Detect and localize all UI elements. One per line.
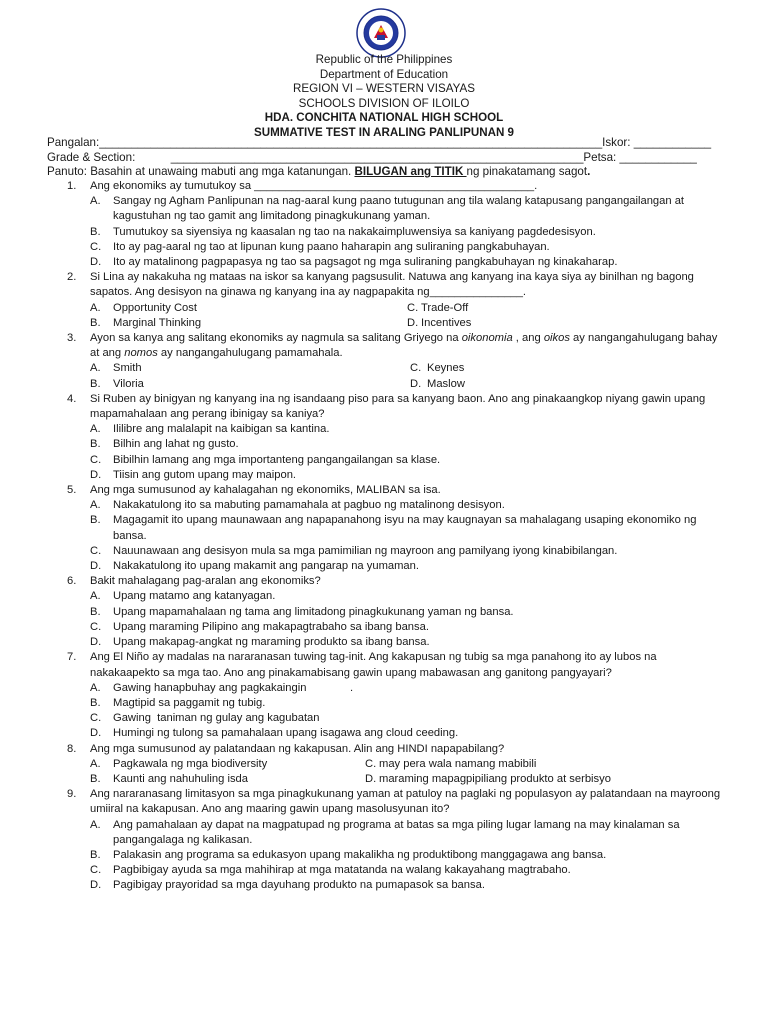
choice-letter[interactable]: C. (90, 453, 102, 466)
choice-item[interactable] (90, 513, 722, 543)
choice-letter[interactable]: C. (365, 757, 377, 770)
choice-text: Pagbibigay ayuda sa mga mahihirap at mga matatanda na walang kakayahang magtrabaho. (113, 864, 571, 877)
choice-row (90, 316, 722, 331)
department-line: Department of Education (319, 67, 449, 81)
question-number: 1. (67, 180, 77, 192)
choice-text: may pera wala namang mabibili (379, 757, 537, 770)
choice-item[interactable] (90, 422, 722, 437)
deped-seal-icon (356, 8, 406, 58)
question-item (47, 650, 722, 741)
choice-item[interactable] (90, 301, 407, 316)
choice-item[interactable] (90, 772, 365, 787)
choice-text: Upang maraming Pilipino ang makapagtrabaho sa ibang bansa. (113, 620, 429, 633)
question-number: 7. (67, 651, 77, 664)
choice-text: Gawing hanapbuhay ang pagkakaingin . (113, 681, 354, 694)
choice-item[interactable] (365, 772, 611, 787)
choice-letter[interactable]: D. (90, 636, 102, 649)
question-text (90, 331, 722, 361)
choice-item[interactable] (90, 696, 722, 711)
question-text: Si Lina ay nakakuha ng mataas na iskor sa kanyang pagsusulit. Natuwa ang kanyang ina kaya siya ay binilhan ng bagong sapatos. Ang desisyon na ginawa ng kanyang ina ay nagpapakita ng_______________. (90, 271, 694, 299)
choice-text: Incentives (421, 316, 472, 329)
question-number: 5. (67, 484, 77, 497)
choice-letter[interactable]: D. (410, 377, 422, 390)
question-text-part: , ang (512, 332, 544, 345)
question-item (47, 392, 722, 483)
choice-letter[interactable]: A. (90, 590, 101, 603)
choice-item[interactable] (90, 559, 722, 574)
choice-row (90, 757, 722, 772)
choice-letter[interactable]: D. (90, 468, 102, 481)
choice-text: Palakasin ang programa sa edukasyon upang makalikha ng produktibong manggagawa ang bansa. (113, 848, 607, 861)
choice-text: Gawing taniman ng gulay ang kagubatan (113, 712, 320, 725)
choice-text: Opportunity Cost (113, 301, 197, 314)
choice-text: Magagamit ito upang maunawaan ang napapanahong isyu na may kaugnayan sa mahalagang usaping ekonomiko ng bansa. (113, 514, 697, 542)
question-number: 2. (67, 271, 77, 284)
republic-line: Republic of the Philippines (315, 53, 453, 66)
choice-item[interactable] (90, 605, 722, 620)
choice-letter[interactable]: B. (90, 316, 101, 329)
question-item (47, 483, 722, 574)
choice-letter[interactable]: D. (90, 256, 102, 269)
choice-text: Upang makapag-angkat ng maraming produkto sa ibang bansa. (113, 636, 430, 649)
choice-item[interactable] (90, 863, 722, 878)
choice-letter[interactable]: C. (407, 301, 419, 314)
choice-item[interactable] (90, 225, 722, 240)
directions-prefix: Panuto: Basahin at unawaing mabuti ang mga katanungan. (47, 165, 355, 178)
document-header (0, 53, 768, 140)
choice-letter[interactable]: B. (90, 438, 101, 451)
choice-letter[interactable]: C. (90, 240, 102, 253)
choice-item[interactable] (90, 437, 722, 452)
choice-item[interactable] (90, 361, 410, 376)
choice-letter[interactable]: A. (90, 362, 101, 375)
choice-item[interactable] (90, 589, 722, 604)
choice-list (90, 681, 722, 742)
choice-text: Ito ay matalinong pagpapasya ng tao sa pagsagot ng mga suliraning pangkabuhayan ng kinakaharap. (113, 256, 618, 269)
choice-letter[interactable]: C. (90, 712, 102, 725)
choice-row (90, 361, 722, 376)
name-score-field[interactable]: Pangalan:______________________________________________________________________________Iskor: ____________ (47, 136, 712, 149)
choice-letter[interactable]: D. (90, 879, 102, 892)
choice-item[interactable] (90, 878, 722, 893)
directions-emphasis: BILUGAN ang TITIK (354, 165, 467, 178)
choice-letter[interactable]: A. (90, 499, 101, 512)
choice-letter[interactable]: D. (407, 316, 419, 329)
choice-item[interactable] (90, 726, 722, 741)
choice-item[interactable] (90, 316, 407, 331)
greek-term: oikonomia (461, 332, 513, 345)
question-number: 8. (67, 742, 77, 755)
directions-end: . (587, 165, 591, 178)
choice-letter[interactable]: C. (90, 620, 102, 633)
choice-text: Nauunawaan ang desisyon mula sa mga pamimilian ng mayroon ang pamilyang iyong kinabibilangan. (113, 544, 618, 557)
student-fields (47, 136, 727, 165)
choice-letter[interactable]: C. (90, 864, 102, 877)
choice-text: Magtipid sa paggamit ng tubig. (113, 696, 266, 709)
choice-item[interactable] (90, 818, 722, 848)
choice-letter[interactable]: B. (90, 225, 101, 238)
choice-text: Ang pamahalaan ay dapat na magpatupad ng programa at batas sa mga piling lugar lamang na may kinalaman sa pangangalaga ng kalikasan. (113, 818, 680, 846)
choice-letter[interactable]: A. (90, 195, 101, 208)
question-text: Ang El Niño ay madalas na nararanasan tuwing tag-init. Ang kakapusan ng tubig sa mga panahong ito ay lubos na nakakaapekto sa mga tao. Ano ang pinakamabisang gawin upang mabawasan ang ganitong pangyayari? (90, 651, 657, 679)
choice-text: Viloria (113, 377, 144, 390)
division-line: SCHOOLS DIVISION OF ILOILO (298, 96, 470, 110)
choice-text: Bilhin ang lahat ng gusto. (113, 438, 239, 451)
choice-text: Trade-Off (421, 301, 469, 314)
choice-letter[interactable]: A. (90, 681, 101, 694)
choice-item[interactable] (90, 255, 722, 270)
question-item (47, 270, 722, 331)
question-number: 6. (67, 575, 77, 588)
choice-row (90, 301, 722, 316)
greek-term: nomos (124, 347, 158, 360)
choice-item[interactable] (90, 377, 410, 392)
choice-text: Nakakatulong ito sa mabuting pamamahala at pagbuo ng matalinong desisyon. (113, 499, 505, 512)
choice-text: Ililibre ang malalapit na kaibigan sa kantina. (113, 423, 330, 436)
choice-list (90, 818, 722, 894)
choice-text: Ito ay pag-aaral ng tao at lipunan kung paano haharapin ang suliraning pangkabuhayan. (113, 240, 550, 253)
choice-item[interactable] (90, 468, 722, 483)
choice-letter[interactable]: A. (90, 818, 101, 831)
question-item (47, 574, 722, 650)
question-text-part: ay nangangahulugang bahay at ang (90, 332, 718, 360)
choice-item[interactable] (407, 316, 471, 331)
region-line: REGION VI – WESTERN VISAYAS (293, 82, 475, 95)
choice-letter[interactable]: B. (90, 696, 101, 709)
choice-text: Keynes (427, 362, 465, 375)
choice-letter[interactable]: C. (90, 544, 102, 557)
directions-suffix: ng pinakatamang sagot (466, 165, 588, 178)
choice-letter[interactable]: B. (90, 772, 101, 785)
section-date-field[interactable]: Grade & Section: ________________________________________________________________Petsa: ____________ (47, 150, 697, 164)
choice-item[interactable] (90, 635, 722, 650)
choice-item[interactable] (90, 498, 722, 513)
choice-row (90, 772, 722, 787)
choice-item[interactable] (410, 377, 465, 392)
choice-letter[interactable]: D. (90, 727, 102, 740)
choice-item[interactable] (90, 240, 722, 255)
question-number: 3. (67, 332, 77, 345)
question-text: Si Ruben ay binigyan ng kanyang ina ng isandaang piso para sa kanyang baon. Ano ang pinakaangkop niyang gawin upang mapamahalaan ang perang ibinigay sa kaniya? (90, 392, 706, 421)
choice-text: Sangay ng Agham Panlipunan na nag-aaral kung paano tutugunan ang tila walang katapusang pangangailangan at kagustuhan ng tao gamit ang limitadong pinagkukunang yaman. (113, 195, 685, 223)
choice-text: Upang mapamahalaan ng tama ang limitadong pinagkukunang yaman ng bansa. (113, 605, 514, 618)
choice-item[interactable] (365, 757, 536, 772)
choice-item[interactable] (90, 848, 722, 863)
choice-text: Nakakatulong ito upang makamit ang pangarap na yumaman. (113, 560, 419, 573)
choice-letter[interactable]: D. (365, 772, 377, 785)
choice-letter[interactable]: B. (90, 848, 101, 861)
choice-item[interactable] (90, 544, 722, 559)
choice-list (90, 194, 722, 270)
choice-letter[interactable]: A. (90, 301, 101, 314)
choice-item[interactable] (90, 681, 722, 696)
choice-text: maraming mapagpipiliang produkto at serbisyo (379, 772, 611, 785)
choice-list (90, 498, 722, 574)
choice-item[interactable] (90, 711, 722, 726)
question-number: 4. (67, 392, 77, 405)
question-item (47, 179, 722, 270)
choice-text: Kaunti ang nahuhuling isda (113, 772, 248, 785)
choice-item[interactable] (410, 361, 464, 376)
choice-text: Humingi ng tulong sa pamahalaan upang isagawa ang cloud ceeding. (113, 727, 459, 740)
choice-text: Upang matamo ang katanyagan. (113, 590, 276, 603)
question-text-part: Ayon sa kanya ang salitang ekonomiks ay nagmula sa salitang Griyego na (90, 332, 462, 345)
question-item (47, 331, 722, 392)
choice-text: Tiisin ang gutom upang may maipon. (113, 468, 297, 481)
choice-letter[interactable]: D. (90, 560, 102, 573)
choice-text: Pagkawala ng mga biodiversity (113, 757, 268, 770)
choice-list (90, 422, 722, 483)
question-text-part: ay nangangahulugang pamamahala. (157, 347, 343, 360)
choice-letter[interactable]: B. (90, 514, 101, 527)
choice-list (90, 589, 722, 650)
directions (47, 165, 590, 180)
choice-letter[interactable]: C. (410, 362, 422, 375)
question-text: Ang ekonomiks ay tumutukoy sa _____________________________________________. (90, 180, 538, 192)
question-number: 9. (67, 788, 77, 801)
question-text: Ang mga sumusunod ay kahalagahan ng ekonomiks, MALIBAN sa isa. (90, 484, 441, 497)
school-name: HDA. CONCHITA NATIONAL HIGH SCHOOL (264, 111, 504, 124)
question-item (47, 787, 722, 893)
question-text: Bakit mahalagang pag-aralan ang ekonomiks? (90, 575, 321, 588)
question-text: Ang mga sumusunod ay palatandaan ng kakapusan. Alin ang HINDI napapabilang? (90, 742, 505, 755)
choice-text: Smith (113, 362, 142, 375)
choice-row (90, 377, 722, 392)
choice-text: Maslow (427, 377, 465, 390)
greek-term: oikos (543, 332, 570, 345)
test-title: SUMMATIVE TEST IN ARALING PANLIPUNAN 9 (253, 125, 514, 139)
question-item (47, 742, 722, 788)
choice-letter[interactable]: A. (90, 757, 101, 770)
choice-item[interactable] (90, 453, 722, 468)
question-text: Ang nararanasang limitasyon sa mga pinagkukunang yaman at patuloy na paglaki ng populasyon ay palatandaan na mayroong umiiral na kakapusan. Ano ang maaring gawin upang masolusyunan ito? (90, 788, 721, 816)
choice-letter[interactable]: A. (90, 423, 101, 436)
choice-letter[interactable]: B. (90, 605, 101, 618)
choice-letter[interactable]: B. (90, 377, 101, 390)
choice-text: Marginal Thinking (113, 316, 202, 329)
choice-item[interactable] (90, 194, 722, 224)
choice-text: Pagibigay prayoridad sa mga dayuhang produkto na pumapasok sa bansa. (113, 879, 485, 892)
choice-item[interactable] (90, 757, 365, 772)
choice-text: Tumutukoy sa siyensiya ng kaasalan ng tao na nakakaimpluwensiya sa kaniyang pagdedesisyon. (113, 225, 596, 238)
choice-item[interactable] (407, 301, 468, 316)
choice-text: Bibilhin lamang ang mga importanteng pangangailangan sa klase. (113, 453, 441, 466)
choice-item[interactable] (90, 620, 722, 635)
question-list (47, 179, 722, 894)
